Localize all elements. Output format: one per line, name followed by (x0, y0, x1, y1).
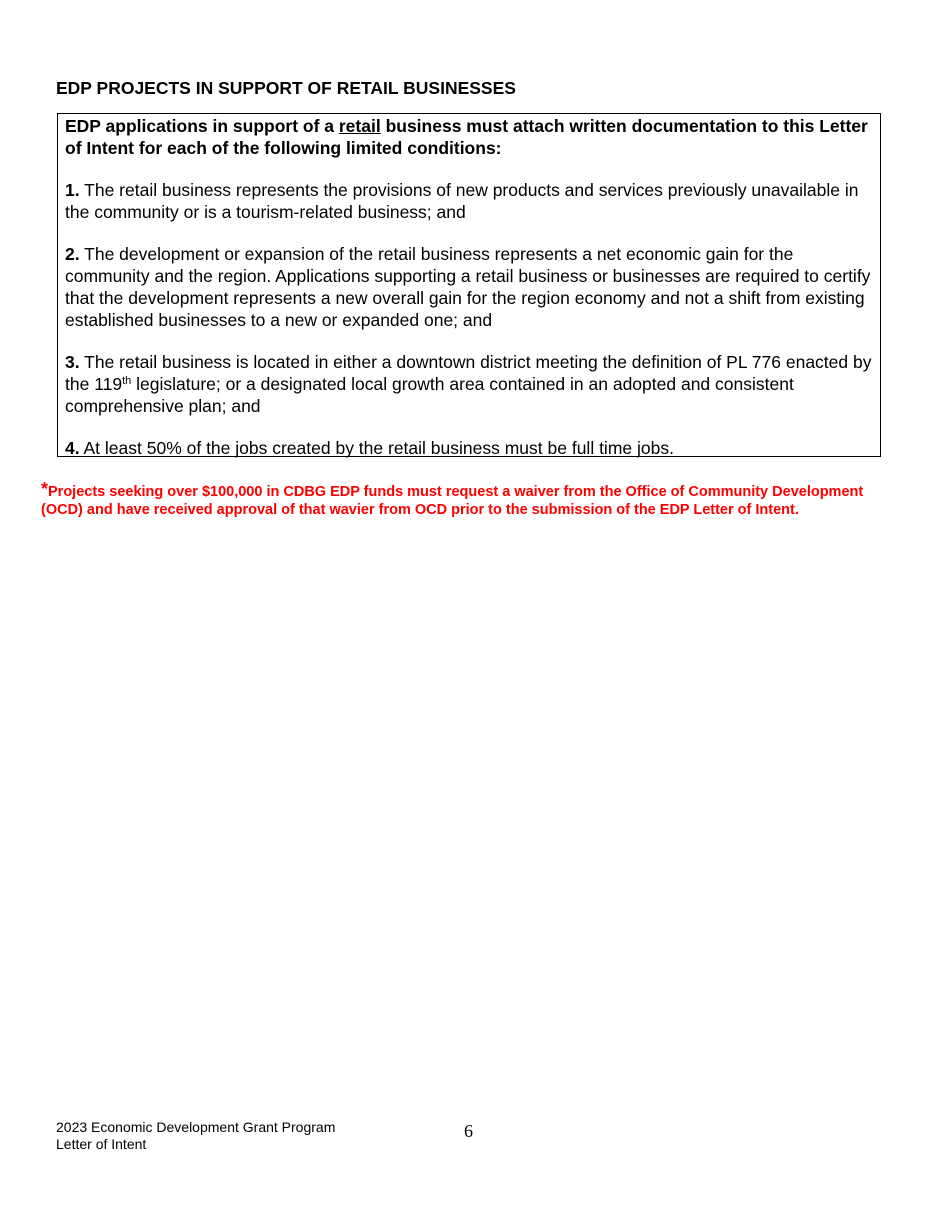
condition-number: 3. (65, 352, 80, 372)
page-number: 6 (464, 1121, 473, 1141)
intro-text-after: business must attach written documentation to this Letter of Intent for each of the following limited conditions: (65, 116, 868, 158)
section-heading: EDP PROJECTS IN SUPPORT OF RETAIL BUSINESSES (56, 78, 516, 98)
footer-program-name: 2023 Economic Development Grant Program (56, 1119, 336, 1135)
condition-number: 2. (65, 244, 80, 264)
footer (56, 1119, 335, 1153)
condition-4 (65, 437, 874, 459)
footer-document-name: Letter of Intent (56, 1136, 147, 1152)
waiver-note-text: Projects seeking over $100,000 in CDBG EDP funds must request a waiver from the Office of Community Development (OCD) and have received approval of that wavier from OCD prior to the submission of the EDP Letter of Intent. (41, 484, 864, 518)
condition-number: 1. (65, 180, 80, 200)
condition-3 (65, 351, 874, 417)
condition-text-before: The retail business is located in either a downtown district meeting the definition of PL 776 enacted by the 119 (65, 352, 872, 394)
ordinal-superscript: th (122, 375, 132, 387)
intro-text-before: EDP applications in support of a (65, 116, 339, 136)
condition-text: The retail business represents the provisions of new products and services previously unavailable in the community or is a tourism-related business; and (65, 180, 859, 222)
intro-underlined-word: retail (338, 116, 381, 136)
box-intro (65, 115, 874, 159)
condition-text-after: legislature; or a designated local growth area contained in an adopted and consistent comprehensive plan; and (65, 374, 794, 416)
condition-number: 4. (65, 438, 80, 458)
condition-text: At least 50% of the jobs created by the retail business must be full time jobs. (79, 438, 674, 458)
waiver-note (41, 480, 871, 519)
condition-1 (65, 179, 874, 223)
condition-text: The development or expansion of the retail business represents a net economic gain for the community and the region. Applications supporting a retail business or businesses are required to certify that the development represents a new overall gain for the region economy and not a shift from existing established businesses to a new or expanded one; and (65, 244, 871, 330)
retail-conditions-box (57, 113, 881, 457)
asterisk-marker: * (41, 479, 49, 499)
condition-2 (65, 243, 874, 331)
